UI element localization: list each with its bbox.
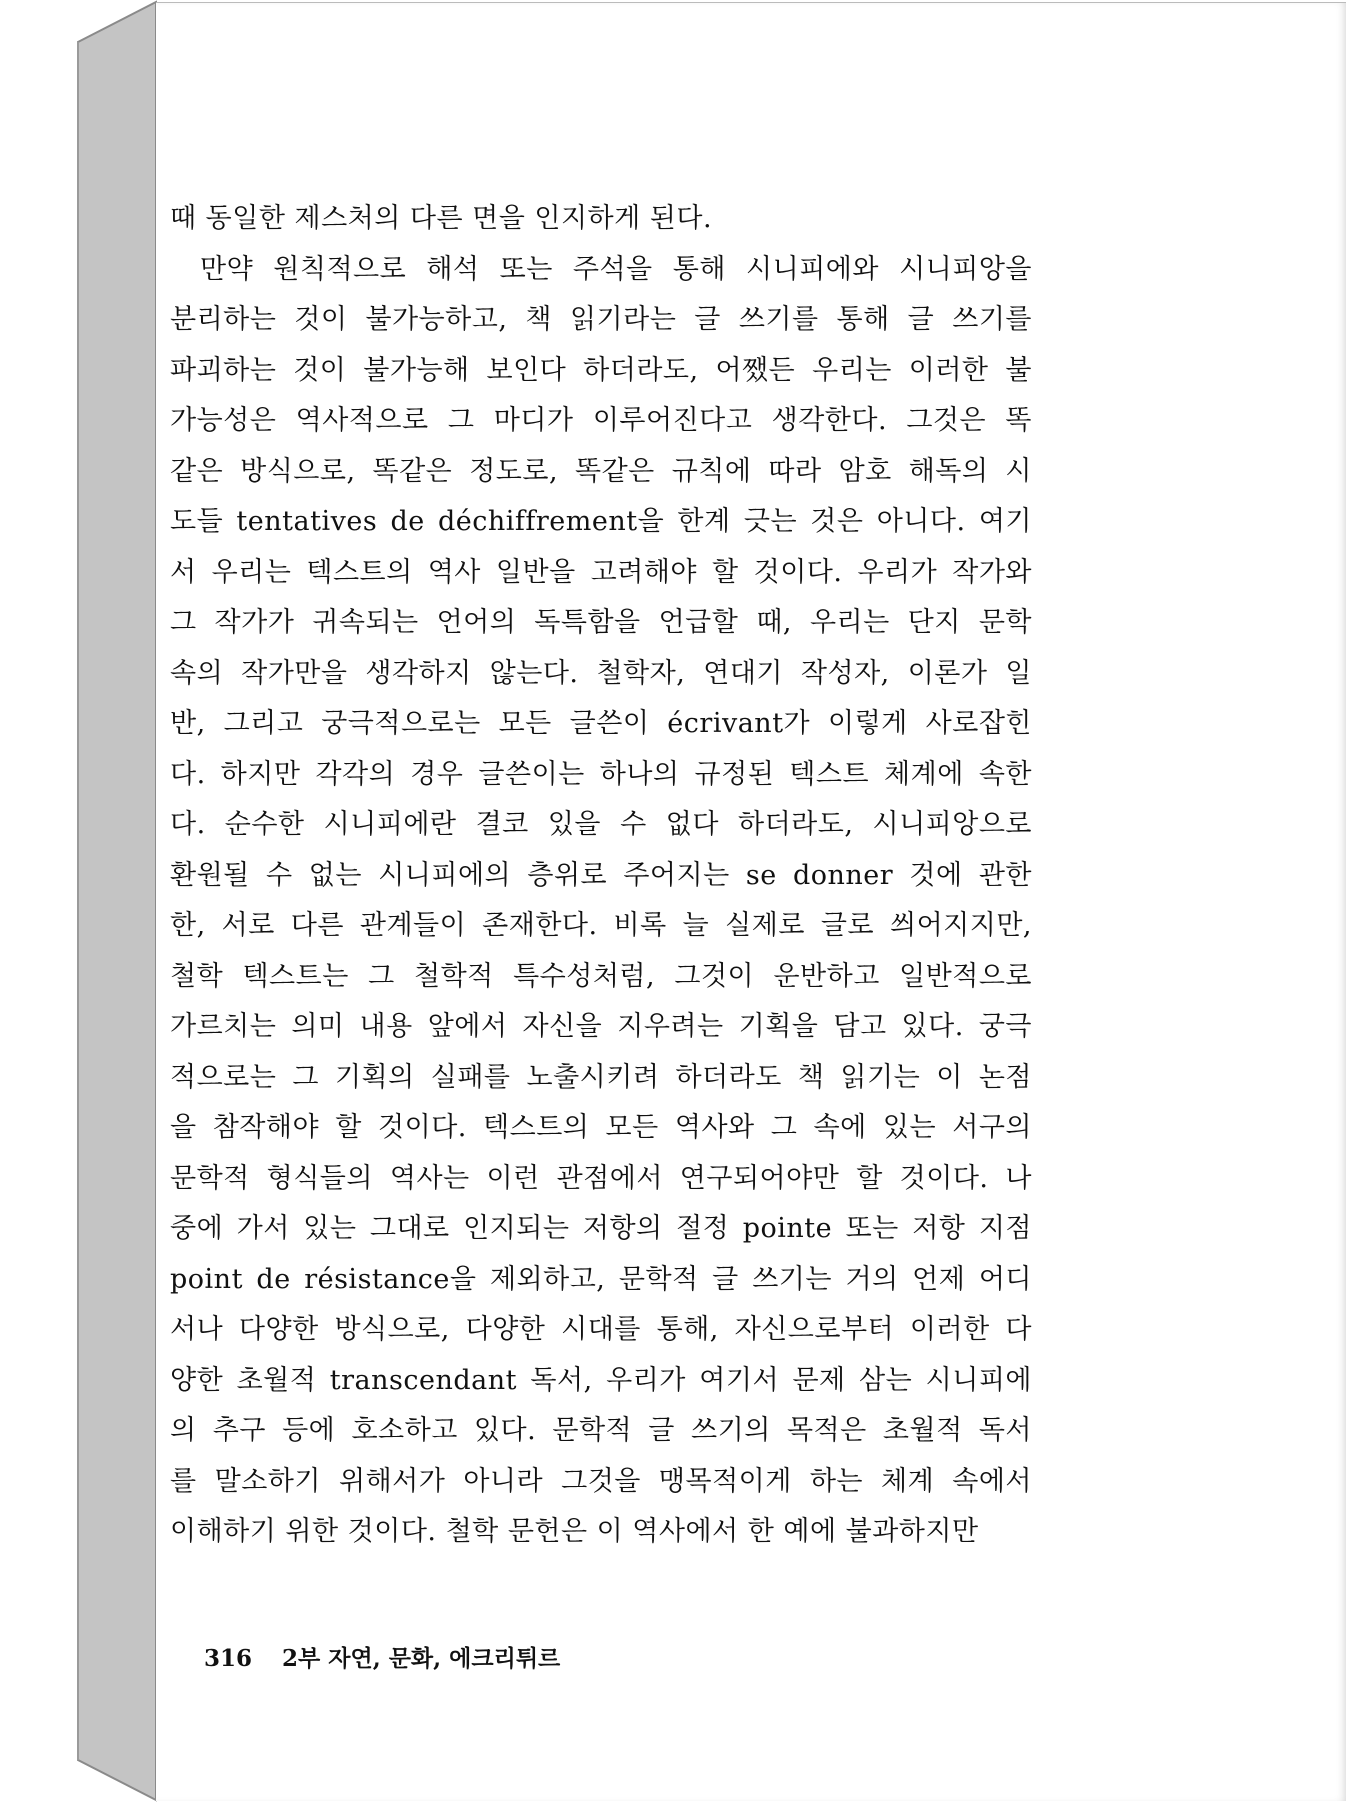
text-line: 를 말소하기 위해서가 아니라 그것을 맹목적이게 하는 체계 속에서 — [170, 1465, 1032, 1497]
text-line: 적으로는 그 기획의 실패를 노출시키려 하더라도 책 읽기는 이 논점 — [170, 1061, 1032, 1093]
text-line: 그 작가가 귀속되는 언어의 독특함을 언급할 때, 우리는 단지 문학 — [170, 607, 1032, 638]
text-line: 때 동일한 제스처의 다른 면을 인지하게 된다. — [170, 203, 713, 234]
text-line: 양한 초월적 transcendant 독서, 우리가 여기서 문제 삼는 시니피에 — [170, 1364, 1032, 1396]
text-line: 서나 다양한 방식으로, 다양한 시대를 통해, 자신으로부터 이러한 다 — [170, 1314, 1032, 1345]
text-line: 도들 tentatives de déchiffrement을 한계 긋는 것은 아니다. 여기 — [170, 506, 1032, 537]
text-line: 서 우리는 텍스트의 역사 일반을 고려해야 할 것이다. 우리가 작가와 — [170, 556, 1032, 588]
text-line: 이해하기 위한 것이다. 철학 문헌은 이 역사에서 한 예에 불과하지만 — [170, 1516, 979, 1547]
text-line: 환원될 수 없는 시니피에의 층위로 주어지는 se donner 것에 관한 — [170, 859, 1032, 891]
page-body-text — [170, 194, 1032, 1558]
text-line: 만약 원칙적으로 해석 또는 주석을 통해 시니피에와 시니피앙을 — [200, 253, 1032, 285]
text-line: 중에 가서 있는 그대로 인지되는 저항의 절정 pointe 또는 저항 지점 — [170, 1213, 1032, 1244]
text-line: 문학적 형식들의 역사는 이런 관점에서 연구되어야만 할 것이다. 나 — [170, 1162, 1032, 1194]
text-line: 한, 서로 다른 관계들이 존재한다. 비록 늘 실제로 글로 씌어지지만, — [170, 910, 1032, 941]
text-line: 가르치는 의미 내용 앞에서 자신을 지우려는 기획을 담고 있다. 궁극 — [170, 1011, 1032, 1042]
text-line: point de résistance을 제외하고, 문학적 글 쓰기는 거의 언제 어디 — [170, 1263, 1032, 1295]
text-line: 다. 하지만 각각의 경우 글쓴이는 하나의 규정된 텍스트 체계에 속한 — [170, 758, 1032, 790]
page-number: 316 — [204, 1645, 253, 1672]
text-line: 가능성은 역사적으로 그 마디가 이루어진다고 생각한다. 그것은 똑 — [170, 405, 1032, 436]
text-line: 분리하는 것이 불가능하고, 책 읽기라는 글 쓰기를 통해 글 쓰기를 — [170, 304, 1032, 335]
text-line: 다. 순수한 시니피에란 결코 있을 수 없다 하더라도, 시니피앙으로 — [170, 809, 1032, 840]
text-line: 을 참작해야 할 것이다. 텍스트의 모든 역사와 그 속에 있는 서구의 — [170, 1112, 1032, 1143]
text-line: 파괴하는 것이 불가능해 보인다 하더라도, 어쨌든 우리는 이러한 불 — [170, 354, 1032, 386]
text-line: 같은 방식으로, 똑같은 정도로, 똑같은 규칙에 따라 암호 해독의 시 — [170, 455, 1032, 487]
text-line: 속의 작가만을 생각하지 않는다. 철학자, 연대기 작성자, 이론가 일 — [170, 657, 1032, 689]
book-spine — [0, 0, 160, 1806]
page-footer — [204, 1640, 582, 1673]
text-line: 반, 그리고 궁극적으로는 모든 글쓴이 écrivant가 이렇게 사로잡힌 — [170, 708, 1032, 739]
text-line: 철학 텍스트는 그 철학적 특수성처럼, 그것이 운반하고 일반적으로 — [170, 960, 1032, 992]
running-section-title: 2부 자연, 문화, 에크리튀르 — [282, 1645, 561, 1672]
text-line: 의 추구 등에 호소하고 있다. 문학적 글 쓰기의 목적은 초월적 독서 — [170, 1415, 1032, 1446]
